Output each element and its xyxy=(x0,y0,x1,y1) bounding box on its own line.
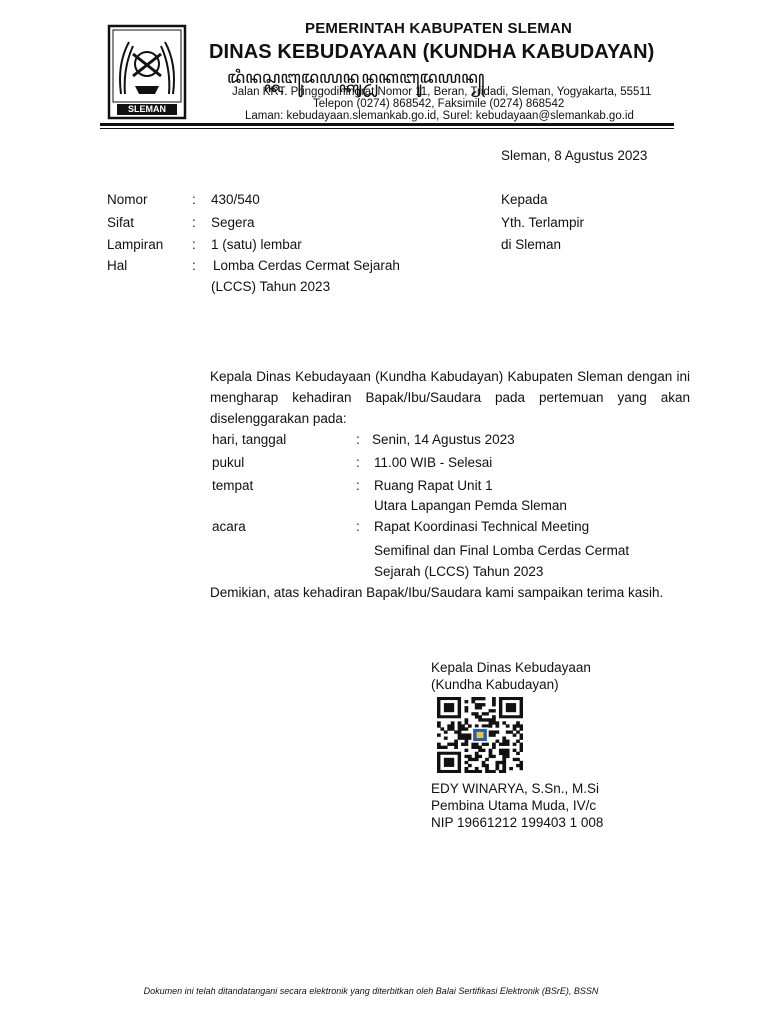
colon: : xyxy=(356,432,360,447)
signer-title-line1: Kepala Dinas Kebudayaan xyxy=(431,660,591,675)
colon: : xyxy=(192,192,196,207)
pukul-label: pukul xyxy=(212,455,245,470)
signer-name: EDY WINARYA, S.Sn., M.Si xyxy=(431,781,600,796)
hari-label: hari, tanggal xyxy=(212,432,287,447)
tempat-value-line2: Utara Lapangan Pemda Sleman xyxy=(374,498,567,513)
colon: : xyxy=(356,478,360,493)
pukul-value: 11.00 WIB - Selesai xyxy=(374,455,493,470)
recipient-kepada: Kepada xyxy=(501,192,548,207)
logo-text: SLEMAN xyxy=(128,104,166,114)
acara-value-line2: Semifinal dan Final Lomba Cerdas Cermat xyxy=(374,543,630,558)
signer-title-line2: (Kundha Kabudayan) xyxy=(431,677,559,692)
letter-date: Sleman, 8 Agustus 2023 xyxy=(501,148,648,163)
lampiran-value: 1 (satu) lembar xyxy=(211,237,302,252)
qr-code-signature xyxy=(437,697,523,773)
address-line: Jalan KRT. Pringgodiningrat Nomor 11, Beran, Tridadi, Sleman, Yogyakarta, 55511 xyxy=(232,86,652,98)
signer-nip: NIP 19661212 199403 1 008 xyxy=(431,815,604,830)
web-line: Laman: kebudayaan.slemankab.go.id, Surel: kebudayaan@slemankab.go.id xyxy=(245,110,634,122)
sifat-label: Sifat xyxy=(107,215,135,230)
closing-sentence: Demikian, atas kehadiran Bapak/Ibu/Saudara kami sampaikan terima kasih. xyxy=(210,585,664,600)
colon: : xyxy=(192,215,196,230)
acara-value-line3: Sejarah (LCCS) Tahun 2023 xyxy=(374,564,544,579)
sleman-logo xyxy=(107,24,187,120)
acara-label: acara xyxy=(212,519,246,534)
colon: : xyxy=(356,455,360,470)
body-intro: Kepala Dinas Kebudayaan (Kundha Kabudayan) Kabupaten Sleman dengan ini mengharap kehadiran Bapak/Ibu/Saudara pada pertemuan yang akan diselenggarakan pada: xyxy=(210,369,690,426)
sifat-value: Segera xyxy=(211,215,255,230)
tempat-value-line1: Ruang Rapat Unit 1 xyxy=(374,478,493,493)
colon: : xyxy=(356,519,360,534)
nomor-value: 430/540 xyxy=(211,192,260,207)
lampiran-label: Lampiran xyxy=(107,237,164,252)
recipient-name: Yth. Terlampir xyxy=(501,215,585,230)
header-rule-thick xyxy=(100,123,674,126)
hal-value-line1: Lomba Cerdas Cermat Sejarah xyxy=(213,258,400,273)
department-title: DINAS KEBUDAYAAN (KUNDHA KABUDAYAN) xyxy=(209,41,655,63)
government-title: PEMERINTAH KABUPATEN SLEMAN xyxy=(305,20,573,37)
footer-note: Dokumen ini telah ditandatangani secara elektronik yang diterbitkan oleh Balai Sertifikasi Elektronik (BSrE), BSSN xyxy=(143,986,599,996)
hal-label: Hal xyxy=(107,258,128,273)
colon: : xyxy=(192,237,196,252)
signer-rank: Pembina Utama Muda, IV/c xyxy=(431,798,597,813)
nomor-label: Nomor xyxy=(107,192,148,207)
javanese-script: ꦢꦶꦤꦱ꧀ꦏꦧꦸꦢꦪꦤ꧀ꦏꦸꦤ꧀ꦝꦏꦧꦸꦢꦪꦤ꧀ xyxy=(227,68,485,88)
tempat-label: tempat xyxy=(212,478,254,493)
hal-value-line2: (LCCS) Tahun 2023 xyxy=(211,279,331,294)
hari-value: Senin, 14 Agustus 2023 xyxy=(372,432,515,447)
header-rule-thin xyxy=(100,128,674,129)
acara-value-line1: Rapat Koordinasi Technical Meeting xyxy=(374,519,590,534)
colon: : xyxy=(192,258,196,273)
phone-line: Telepon (0274) 868542, Faksimile (0274) 868542 xyxy=(313,98,565,110)
recipient-location: di Sleman xyxy=(501,237,562,252)
